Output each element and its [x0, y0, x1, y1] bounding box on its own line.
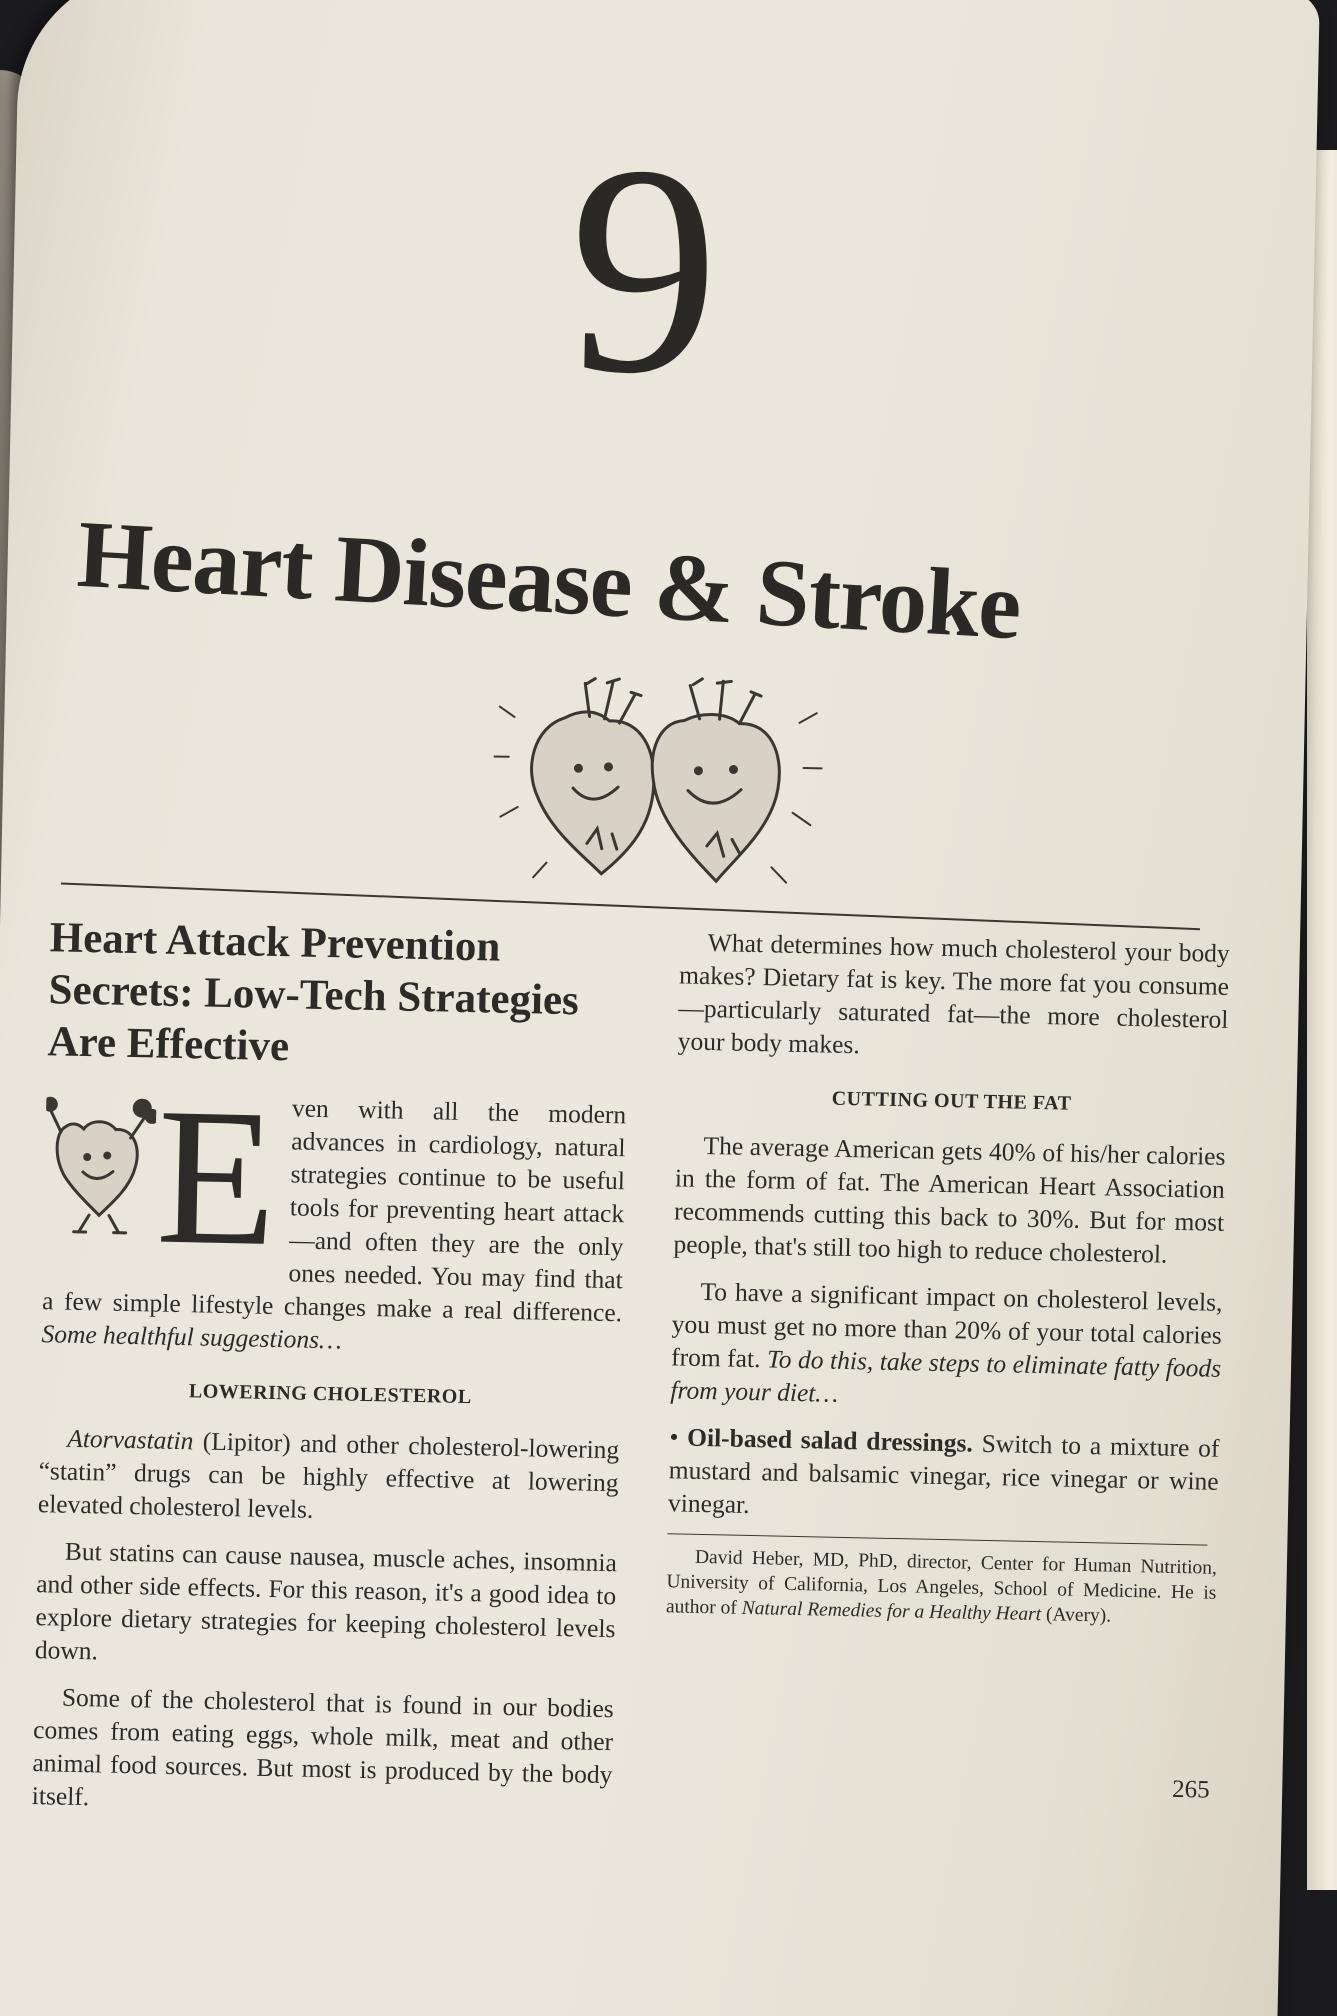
right-column	[665, 925, 1230, 1644]
paragraph-significant-impact-text: To have a significant impact on cholesterol levels, you must get no more than 20% of your total calories from fat.	[670, 1276, 1223, 1374]
drug-name-italic: Atorvastatin	[67, 1423, 194, 1456]
author-credit	[666, 1544, 1217, 1631]
chapter-number: 9	[565, 101, 723, 438]
chapter-title: Heart Disease & Stroke	[74, 499, 1024, 660]
credit-text: David Heber, MD, PhD, director, Center for Human Nutrition, University of California, Los Angeles, School of Medicine. He is author of	[665, 1546, 1218, 1619]
bullet-title: Oil-based salad dressings.	[686, 1422, 974, 1458]
paragraph-significant-impact-italic: To do this, take steps to eliminate fatty foods from your diet…	[670, 1344, 1222, 1408]
paragraph-significant-impact	[670, 1274, 1223, 1417]
page-number: 265	[1171, 1775, 1210, 1804]
intro-italic-text: Some healthful suggestions…	[41, 1319, 343, 1355]
credit-book-title: Natural Remedies for a Healthy Heart	[741, 1597, 1042, 1626]
bullet-text: Switch to a mixture of mustard and balsamic vinegar, rice vinegar or wine vinegar.	[667, 1428, 1220, 1519]
paragraph-statins	[38, 1421, 620, 1532]
article-title: Heart Attack Prevention Secrets: Low-Tech Strategies Are Effective	[47, 914, 580, 1071]
subheading-lowering-cholesterol: LOWERING CHOLESTEROL	[188, 1380, 472, 1409]
intro-text: ven with all the modern advances in cardiology, natural strategies continue to be useful tools for preventing heart attack—and often they are the only ones needed. You may find that a few simple lifestyle changes make a real difference.	[41, 1093, 627, 1328]
smiling-hearts-illustration	[491, 657, 826, 894]
left-column	[31, 912, 630, 1838]
paragraph-dietary-fat: What determines how much cholesterol your body makes? Dietary fat is key. The more fat you consume—particularly saturated fat—the more cholesterol your body makes.	[677, 928, 1231, 1060]
paragraph-cholesterol-sources: Some of the cholesterol that is found in our bodies comes from eating eggs, whole milk, meat and other animal food sources. But most is produced by the body itself.	[31, 1682, 615, 1812]
subheading-cutting-out-fat: CUTTING OUT THE FAT	[831, 1087, 1072, 1115]
heart-with-dumbbell-icon	[44, 1086, 157, 1238]
drop-cap-letter: E	[154, 1067, 279, 1287]
credit-publisher: (Avery).	[1040, 1604, 1112, 1627]
page-content	[8, 97, 1248, 2016]
paragraph-average-american: The average American gets 40% of his/her calories in the form of fat. The American Heart Association recommends cutting this back to 30%. But for most people, that's still too high to reduce cholesterol.	[673, 1130, 1226, 1269]
page-stack-edge	[1307, 150, 1337, 1890]
paragraph-statins-text: (Lipitor) and other cholesterol-lowering “statin” drugs can be highly effective at lowering elevated cholesterol levels.	[37, 1426, 620, 1524]
credit-divider-rule	[667, 1533, 1207, 1545]
paragraph-side-effects: But statins can cause nausea, muscle aches, insomnia and other side effects. For this reason, it's a good idea to explore dietary strategies for keeping cholesterol levels down.	[34, 1536, 618, 1666]
bullet-salad-dressings: • Oil-based salad dressings. Switch to a mixture of mustard and balsamic vinegar, rice vinegar or wine vinegar.	[667, 1422, 1220, 1519]
intro-paragraph-block	[41, 1067, 627, 1362]
